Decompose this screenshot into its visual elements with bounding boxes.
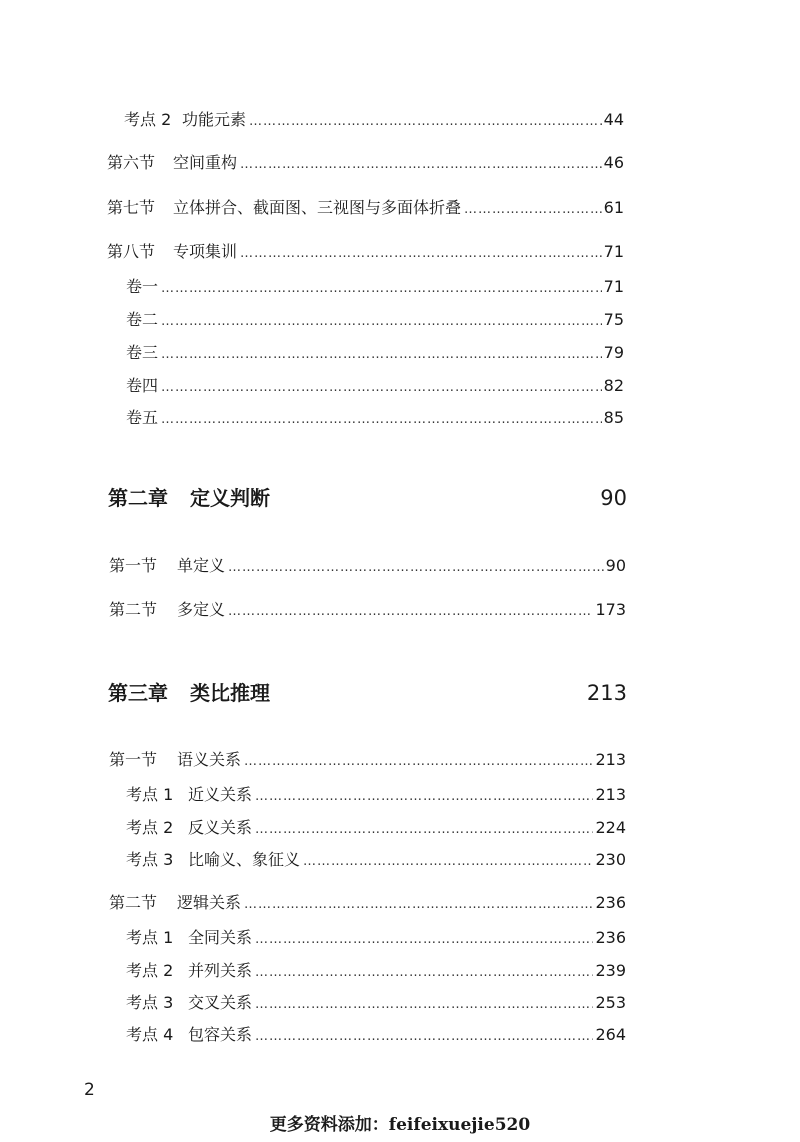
toc-entry[interactable] [107, 198, 624, 220]
toc-entry[interactable] [124, 110, 624, 132]
toc-entry-label: 卷二 [126, 310, 159, 329]
toc-entry[interactable] [126, 343, 624, 365]
footer-note: 更多资料添加：feifeixuejie520 [269, 1115, 531, 1135]
leader-dots [228, 558, 604, 578]
toc-entry-label: 卷一 [126, 277, 159, 296]
toc-entry[interactable] [126, 818, 626, 840]
toc-page-number: 85 [603, 408, 624, 427]
leader-dots [240, 155, 602, 175]
toc-entry-label: 考点 2 功能元素 [124, 110, 247, 129]
toc-page-number: 213 [595, 750, 626, 769]
leader-dots [255, 963, 593, 983]
toc-page-number: 71 [603, 242, 624, 261]
page-folio: 2 [84, 1080, 95, 1100]
toc-entry-label: 卷三 [126, 343, 159, 362]
toc-entry[interactable] [109, 750, 626, 772]
leader-dots [161, 378, 602, 398]
toc-page-number: 264 [595, 1025, 626, 1044]
toc-entry[interactable] [126, 1025, 626, 1047]
toc-page-number: 61 [603, 198, 624, 217]
leader-dots [255, 820, 593, 840]
leader-dots [244, 895, 593, 915]
toc-page-number: 75 [603, 310, 624, 329]
toc-page-number: 213 [595, 785, 626, 804]
leader-dots [161, 345, 602, 365]
leader-dots [244, 752, 593, 772]
toc-entry-label: 第七节 立体拼合、截面图、三视图与多面体折叠 [107, 198, 462, 217]
leader-dots [161, 312, 602, 332]
toc-entry[interactable] [126, 928, 626, 950]
toc-page-number: 239 [595, 961, 626, 980]
toc-entry-label: 考点 1 近义关系 [126, 785, 253, 804]
leader-dots [464, 200, 602, 220]
toc-entry[interactable] [126, 993, 626, 1015]
toc-page-number: 253 [595, 993, 626, 1012]
toc-page-number: 79 [603, 343, 624, 362]
toc-entry-label: 考点 1 全同关系 [126, 928, 253, 947]
leader-dots [303, 852, 593, 872]
toc-page-number: 82 [603, 376, 624, 395]
toc-entry[interactable] [126, 785, 626, 807]
chapter-page-number: 90 [600, 486, 627, 510]
toc-entry-label: 第二节 多定义 [109, 600, 226, 619]
leader-dots [161, 410, 602, 430]
toc-entry[interactable] [126, 961, 626, 983]
toc-entry-label: 考点 2 并列关系 [126, 961, 253, 980]
toc-entry[interactable] [126, 376, 624, 398]
toc-entry-label: 第八节 专项集训 [107, 242, 238, 261]
toc-entry[interactable] [109, 893, 626, 915]
chapter-title: 第二章 定义判断 [108, 486, 270, 510]
toc-entry-label: 卷四 [126, 376, 159, 395]
toc-page-number: 71 [603, 277, 624, 296]
toc-entry-label: 考点 3 比喻义、象征义 [126, 850, 301, 869]
chapter-title: 第三章 类比推理 [108, 681, 270, 705]
leader-dots [240, 244, 602, 264]
toc-page-number: 236 [595, 893, 626, 912]
leader-dots [255, 787, 593, 807]
chapter-page-number: 213 [586, 681, 627, 705]
chapter-heading[interactable] [108, 680, 627, 706]
leader-dots [255, 930, 593, 950]
toc-entry-label: 第一节 语义关系 [109, 750, 242, 769]
toc-entry-label: 第一节 单定义 [109, 556, 226, 575]
toc-entry[interactable] [109, 600, 626, 622]
toc-entry-label: 第六节 空间重构 [107, 153, 238, 172]
toc-entry-label: 考点 4 包容关系 [126, 1025, 253, 1044]
toc-entry[interactable] [107, 153, 624, 175]
toc-entry[interactable] [126, 310, 624, 332]
toc-page-number: 236 [595, 928, 626, 947]
leader-dots [161, 279, 602, 299]
toc-page-number: 44 [603, 110, 624, 129]
toc-entry-label: 第二节 逻辑关系 [109, 893, 242, 912]
toc-page-number: 173 [595, 600, 626, 619]
toc-entry-label: 考点 2 反义关系 [126, 818, 253, 837]
toc-entry[interactable] [126, 850, 626, 872]
toc-entry-label: 考点 3 交叉关系 [126, 993, 253, 1012]
toc-entry-label: 卷五 [126, 408, 159, 427]
toc-entry[interactable] [109, 556, 626, 578]
leader-dots [255, 995, 593, 1015]
toc-entry[interactable] [107, 242, 624, 264]
toc-entry[interactable] [126, 277, 624, 299]
toc-page-number: 90 [605, 556, 626, 575]
toc-page-number: 46 [603, 153, 624, 172]
leader-dots [249, 112, 602, 132]
toc-page-number: 224 [595, 818, 626, 837]
chapter-heading[interactable] [108, 485, 627, 511]
leader-dots [255, 1027, 593, 1047]
toc-page-number: 230 [595, 850, 626, 869]
toc-entry[interactable] [126, 408, 624, 430]
leader-dots [228, 602, 593, 622]
